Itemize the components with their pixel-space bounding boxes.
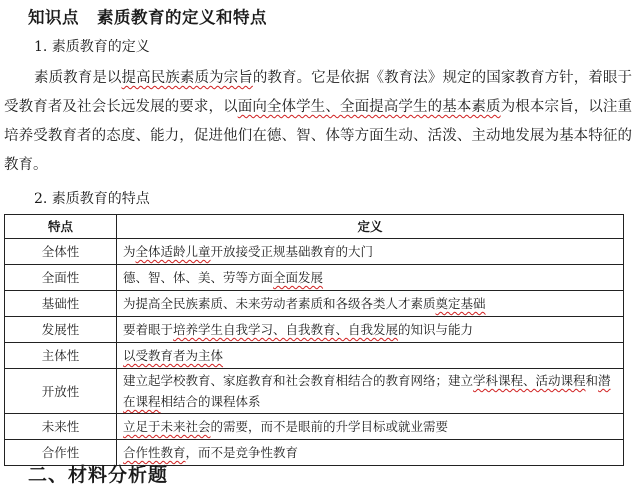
table-row xyxy=(5,317,624,343)
knowledge-heading xyxy=(28,4,267,28)
header-definition: 定义 xyxy=(117,215,624,239)
feature-definition xyxy=(117,414,624,440)
table-row xyxy=(5,343,624,369)
feature-definition xyxy=(117,440,624,466)
definition-subtitle: 1. 素质教育的定义 xyxy=(34,39,150,55)
feature-definition xyxy=(117,239,624,265)
definition-text: 和 xyxy=(585,373,599,388)
definition-text: ，而不是竞争性教育 xyxy=(185,445,299,460)
definition-text: 开放接受正规基础教育的大门 xyxy=(210,244,374,259)
para-underline: 提高民族素质为宗旨 xyxy=(121,70,253,86)
feature-name: 发展性 xyxy=(5,317,117,343)
heading-title: 素质教育的定义和特点 xyxy=(97,8,267,27)
definition-text: 的需要，而不是眼前的升学目标或就业需要 xyxy=(210,419,449,434)
definition-text: 德、智、体、美、劳等方面 xyxy=(123,270,274,285)
feature-name: 合作性 xyxy=(5,440,117,466)
table-row xyxy=(5,265,624,291)
definition-text: 建立起学校教育、家庭教育和社会教育相结合的教育网络；建立 xyxy=(123,373,474,388)
feature-definition xyxy=(117,265,624,291)
table-header-row xyxy=(5,215,624,239)
para-text: 素质教育是以 xyxy=(34,70,122,86)
feature-definition xyxy=(117,369,624,414)
definition-text: 的知识与能力 xyxy=(398,322,474,337)
features-table xyxy=(4,214,624,466)
definition-text: 要着眼于 xyxy=(123,322,174,337)
para-text: 的教育。它是依据《教育法》规定的国家教育方针，着眼于受教育者及社会长远发展的要求，以 xyxy=(4,70,633,115)
definition-underline: 学科课程、活动课程 xyxy=(473,373,586,388)
table-row xyxy=(5,239,624,265)
header-feature: 特点 xyxy=(5,215,117,239)
para-underline: 面向全体学生、全面提高学生的基本素质 xyxy=(237,99,501,115)
definition-underline: 立足于未来社会 xyxy=(123,419,211,434)
definition-text: 为 xyxy=(123,244,136,259)
feature-name: 全体性 xyxy=(5,239,117,265)
feature-name: 未来性 xyxy=(5,414,117,440)
definition-underline: 全体适龄儿童 xyxy=(135,244,211,259)
feature-name: 全面性 xyxy=(5,265,117,291)
definition-underline: 以受教育者为主体 xyxy=(123,348,224,363)
heading-label: 知识点 xyxy=(28,8,79,27)
feature-definition xyxy=(117,291,624,317)
para-text: 为根本宗旨，以注重培养受教育者的态度、能力，促进他们在德、智、体等方面生动、活泼、主动地发展为基本特征的教育。 xyxy=(4,99,633,173)
definition-underline: 全面发展 xyxy=(273,270,324,285)
definition-underline: 奠定基础 xyxy=(435,296,486,311)
features-subtitle: 2. 素质教育的特点 xyxy=(34,191,150,207)
table-row xyxy=(5,369,624,414)
feature-name: 主体性 xyxy=(5,343,117,369)
definition-text: 为提高全民族素质、未来劳动者素质和各级各类人才素质 xyxy=(123,296,436,311)
feature-name: 基础性 xyxy=(5,291,117,317)
table-row xyxy=(5,414,624,440)
table-row xyxy=(5,291,624,317)
feature-definition xyxy=(117,343,624,369)
table-body xyxy=(5,239,624,466)
definition-underline: 培养学生自我学习、自我教育、自我发展 xyxy=(173,322,399,337)
definition-underline: 合作性教育 xyxy=(123,445,186,460)
definition-underline: 潜在课程 xyxy=(123,373,611,409)
feature-definition xyxy=(117,317,624,343)
definition-paragraph xyxy=(4,64,632,180)
feature-name: 开放性 xyxy=(5,369,117,414)
section-heading: 二、材料分析题 xyxy=(28,464,169,486)
definition-text: 相结合的课程体系 xyxy=(160,394,261,409)
